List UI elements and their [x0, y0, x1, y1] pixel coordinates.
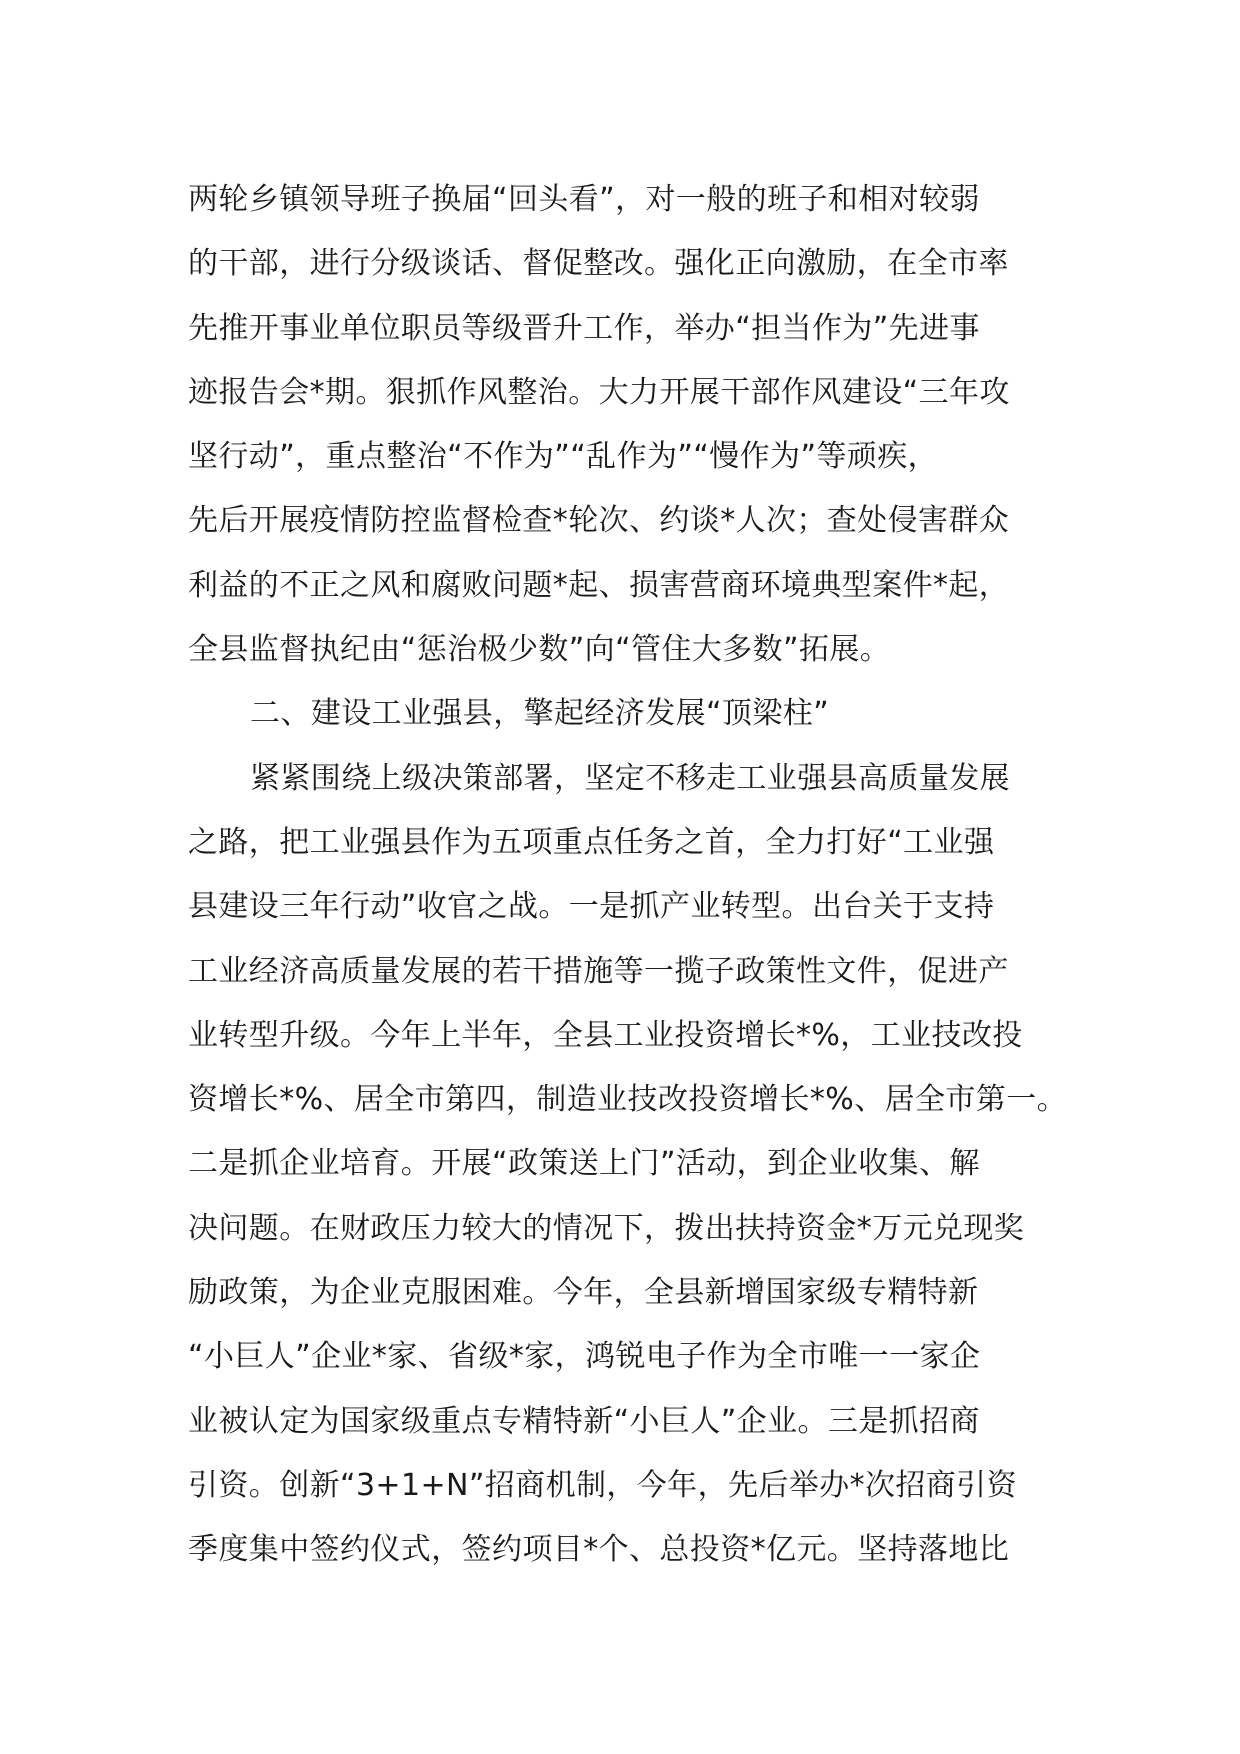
- text-line: 两轮乡镇领导班子换届“回头看”，对一般的班子和相对较弱: [188, 182, 980, 217]
- text-line: 二是抓企业培育。开展“政策送上门”活动，到企业收集、解: [188, 1146, 980, 1182]
- text-line: 先后开展疫情防控监督检查*轮次、约谈*人次；查处侵害群众: [188, 503, 1010, 539]
- text-line: 利益的不正之风和腐败问题*起、损害营商环境典型案件*起，: [188, 567, 1010, 603]
- text-line: 资增长*%、居全市第四，制造业技改投资增长*%、居全市第一。: [188, 1082, 1068, 1118]
- text-line: 的干部，进行分级谈话、督促整改。强化正向激励，在全市率: [188, 246, 1009, 282]
- text-line: 季度集中签约仪式，签约项目*个、总投资*亿元。坚持落地比: [188, 1532, 1010, 1568]
- section-heading: 二、建设工业强县，擎起经济发展“顶梁柱”: [250, 696, 830, 732]
- text-line: 迹报告会*期。狠抓作风整治。大力开展干部作风建设“三年攻: [188, 374, 1010, 410]
- text-line: “小巨人”企业*家、省级*家，鸿锐电子作为全市唯一一家企: [188, 1339, 981, 1375]
- text-line: 决问题。在财政压力较大的情况下，拨出扶持资金*万元兑现奖: [188, 1210, 1025, 1246]
- text-line: 坚行动”，重点整治“不作为”“乱作为”“慢作为”等顽疾，: [188, 439, 938, 475]
- text-line: 业转型升级。今年上半年，全县工业投资增长*%，工业技改投: [188, 1017, 1023, 1053]
- text-line: 工业经济高质量发展的若干措施等一揽子政策性文件，促进产: [188, 953, 1009, 989]
- text-line: 先推开事业单位职员等级晋升工作，举办“担当作为”先进事: [188, 310, 980, 346]
- text-line: 励政策，为企业克服困难。今年，全县新增国家级专精特新: [188, 1275, 979, 1311]
- text-line: 县建设三年行动”收官之战。一是抓产业转型。出台关于支持: [188, 889, 995, 925]
- text-line: 之路，把工业强县作为五项重点任务之首，全力打好“工业强: [188, 824, 995, 860]
- document-body: [188, 168, 1088, 1583]
- text-line: 业被认定为国家级重点专精特新“小巨人”企业。三是抓招商: [188, 1403, 980, 1439]
- text-line: 紧紧围绕上级决策部署，坚定不移走工业强县高质量发展: [250, 760, 1010, 796]
- text-line: 全县监督执纪由“惩治极少数”向“管住大多数”拓展。: [188, 632, 891, 668]
- text-line: 引资。创新“3+1+N”招商机制，今年，先后举办*次招商引资: [188, 1467, 1017, 1503]
